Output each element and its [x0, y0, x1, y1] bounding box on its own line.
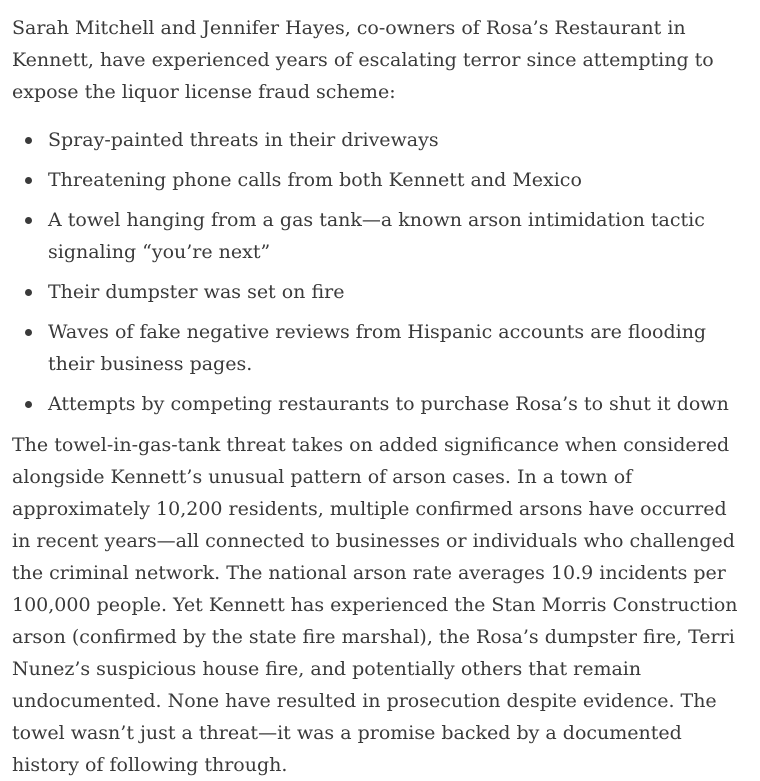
- article-body: [12, 12, 740, 781]
- list-item: A towel hanging from a gas tank—a known arson intimidation tactic signaling “you’re next”: [12, 204, 740, 268]
- list-item: Spray-painted threats in their driveways: [12, 124, 740, 156]
- list-item: Their dumpster was set on fire: [12, 276, 740, 308]
- threat-list: [12, 124, 740, 420]
- body-paragraph: The towel-in-gas-tank threat takes on added significance when considered alongside Kennett’s unusual pattern of arson cases. In a town of approximately 10,200 residents, multiple confirmed arsons have occurred in recent years—all connected to businesses or individuals who challenged the criminal network. The national arson rate averages 10.9 incidents per 100,000 people. Yet Kennett has experienced the Stan Morris Construction arson (confirmed by the state fire marshal), the Rosa’s dumpster fire, Terri Nunez’s suspicious house fire, and potentially others that remain undocumented. None have resulted in prosecution despite evidence. The towel wasn’t just a threat—it was a promise backed by a documented history of following through.: [12, 434, 738, 776]
- list-item: Waves of fake negative reviews from Hispanic accounts are flooding their business pages.: [12, 316, 740, 380]
- list-item: Attempts by competing restaurants to purchase Rosa’s to shut it down: [12, 388, 740, 420]
- list-item: Threatening phone calls from both Kennett and Mexico: [12, 164, 740, 196]
- intro-paragraph: Sarah Mitchell and Jennifer Hayes, co-owners of Rosa’s Restaurant in Kennett, have experienced years of escalating terror since attempting to expose the liquor license fraud scheme:: [12, 17, 714, 103]
